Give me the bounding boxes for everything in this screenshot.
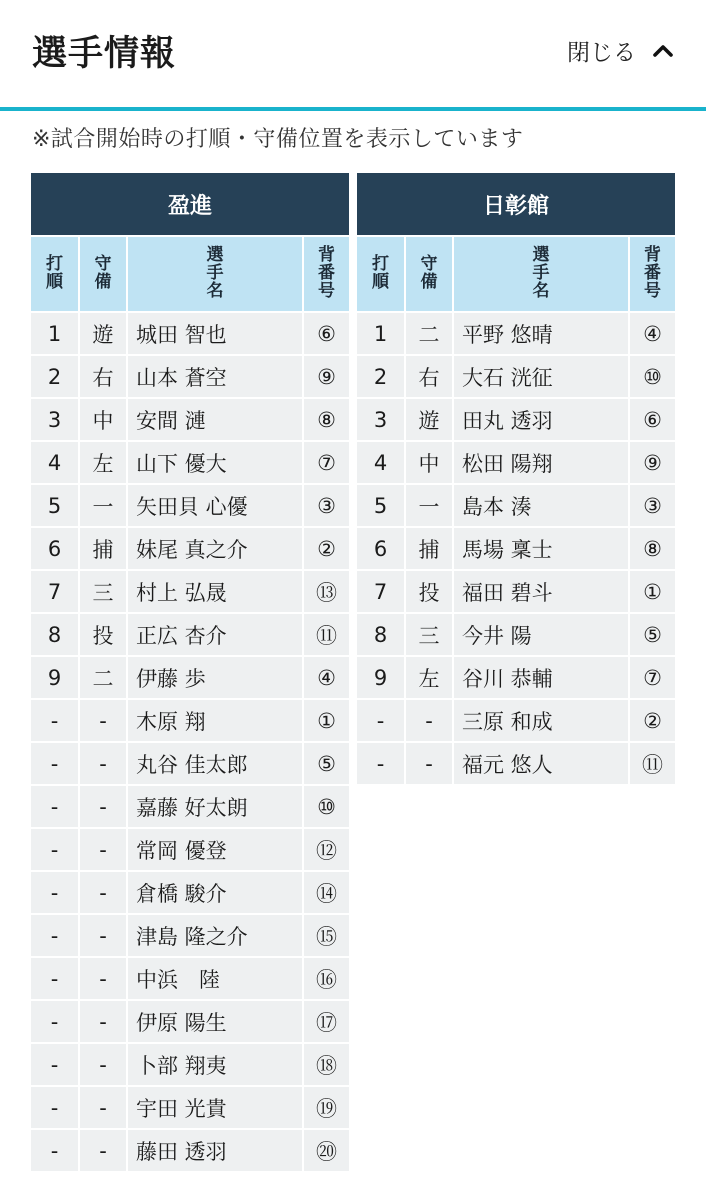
header-order: 打順 [31,235,78,311]
player-name: 伊藤 歩 [126,655,302,698]
position: - [78,741,126,784]
uniform-number: ⑰ [302,999,349,1042]
uniform-number: ① [628,569,675,612]
position: - [78,1085,126,1128]
header-name: 選手名 [126,235,302,311]
batting-order: 4 [31,440,78,483]
position: - [78,827,126,870]
player-name: 宇田 光貴 [126,1085,302,1128]
position: - [78,999,126,1042]
batting-order: 8 [31,612,78,655]
player-name: 馬場 稟士 [452,526,628,569]
batting-order: 1 [357,311,404,354]
player-name: 田丸 透羽 [452,397,628,440]
player-name: 卜部 翔夷 [126,1042,302,1085]
header-name: 選手名 [452,235,628,311]
batting-order: - [31,827,78,870]
uniform-number: ③ [628,483,675,526]
batting-order: 6 [357,526,404,569]
batting-order: 2 [357,354,404,397]
table-row [31,311,349,354]
team-table-away [357,173,675,784]
close-label: 閉じる [567,39,636,66]
chevron-up-icon [652,42,674,58]
table-row [357,440,675,483]
uniform-number: ⑧ [628,526,675,569]
batting-order: - [31,741,78,784]
position: 遊 [78,311,126,354]
batting-order: 7 [357,569,404,612]
uniform-number: ⑤ [628,612,675,655]
player-name: 島本 湊 [452,483,628,526]
position: - [78,956,126,999]
batting-order: - [31,1128,78,1171]
batting-order: - [31,1085,78,1128]
player-name: 矢田貝 心優 [126,483,302,526]
header-position: 守備 [404,235,452,311]
batting-order: - [31,999,78,1042]
batting-order: - [31,698,78,741]
table-row [31,526,349,569]
team-name-row [31,173,349,235]
uniform-number: ③ [302,483,349,526]
player-name: 津島 隆之介 [126,913,302,956]
table-row [31,741,349,784]
table-row [31,569,349,612]
player-name: 嘉藤 好太朗 [126,784,302,827]
player-name: 常岡 優登 [126,827,302,870]
uniform-number: ⑳ [302,1128,349,1171]
table-row [31,1085,349,1128]
uniform-number: ⑥ [628,397,675,440]
table-row [357,741,675,784]
table-row [31,655,349,698]
batting-order: - [31,870,78,913]
batting-order: 3 [357,397,404,440]
uniform-number: ① [302,698,349,741]
table-row [31,1042,349,1085]
position: - [78,784,126,827]
position: 捕 [78,526,126,569]
batting-order: 6 [31,526,78,569]
position: 三 [404,612,452,655]
position: - [78,870,126,913]
uniform-number: ④ [628,311,675,354]
batting-order: 8 [357,612,404,655]
player-name: 妹尾 真之介 [126,526,302,569]
table-row [31,913,349,956]
team-name: 盈進 [31,173,349,235]
uniform-number: ⑤ [302,741,349,784]
player-name: 福元 悠人 [452,741,628,784]
position: 一 [78,483,126,526]
batting-order: - [31,1042,78,1085]
position: 右 [78,354,126,397]
player-name: 福田 碧斗 [452,569,628,612]
position: - [78,1042,126,1085]
uniform-number: ⑪ [628,741,675,784]
position: - [78,1128,126,1171]
player-name: 大石 洸征 [452,354,628,397]
table-row [357,483,675,526]
position: - [78,698,126,741]
uniform-number: ⑩ [302,784,349,827]
batting-order: 5 [31,483,78,526]
uniform-number: ⑭ [302,870,349,913]
batting-order: - [31,956,78,999]
uniform-number: ⑫ [302,827,349,870]
table-row [31,397,349,440]
player-name: 今井 陽 [452,612,628,655]
table-row [357,612,675,655]
batting-order: - [357,741,404,784]
header-divider [0,107,706,111]
position: 三 [78,569,126,612]
header-number: 背番号 [628,235,675,311]
batting-order: 5 [357,483,404,526]
position: - [404,741,452,784]
lineup-note: ※試合開始時の打順・守備位置を表示しています [32,127,524,152]
table-row [31,999,349,1042]
header-number: 背番号 [302,235,349,311]
position: 左 [404,655,452,698]
uniform-number: ⑩ [628,354,675,397]
uniform-number: ⑪ [302,612,349,655]
position: - [404,698,452,741]
position: 一 [404,483,452,526]
uniform-number: ⑱ [302,1042,349,1085]
table-row [31,827,349,870]
position: 右 [404,354,452,397]
batting-order: 4 [357,440,404,483]
header-position: 守備 [78,235,126,311]
uniform-number: ⑦ [628,655,675,698]
uniform-number: ⑨ [628,440,675,483]
table-row [31,483,349,526]
player-name: 山本 蒼空 [126,354,302,397]
column-header-row [357,235,675,311]
player-name: 三原 和成 [452,698,628,741]
header-order: 打順 [357,235,404,311]
batting-order: - [357,698,404,741]
table-row [357,526,675,569]
uniform-number: ② [302,526,349,569]
uniform-number: ⑧ [302,397,349,440]
page-title: 選手情報 [32,34,177,74]
batting-order: 9 [31,655,78,698]
uniform-number: ⑨ [302,354,349,397]
table-row [31,698,349,741]
position: 二 [404,311,452,354]
table-row [31,440,349,483]
uniform-number: ⑯ [302,956,349,999]
player-name: 山下 優大 [126,440,302,483]
player-name: 中浜 陸 [126,956,302,999]
uniform-number: ⑲ [302,1085,349,1128]
player-name: 平野 悠晴 [452,311,628,354]
player-name: 松田 陽翔 [452,440,628,483]
uniform-number: ⑥ [302,311,349,354]
position: - [78,913,126,956]
player-name: 谷川 恭輔 [452,655,628,698]
table-row [357,655,675,698]
player-name: 村上 弘晟 [126,569,302,612]
position: 投 [78,612,126,655]
uniform-number: ⑦ [302,440,349,483]
team-table-home [31,173,349,1171]
column-header-row [31,235,349,311]
batting-order: 1 [31,311,78,354]
player-name: 城田 智也 [126,311,302,354]
player-name: 正広 杏介 [126,612,302,655]
batting-order: 9 [357,655,404,698]
batting-order: 3 [31,397,78,440]
position: 投 [404,569,452,612]
player-name: 倉橋 駿介 [126,870,302,913]
table-row [31,612,349,655]
table-row [31,956,349,999]
player-name: 安間 漣 [126,397,302,440]
table-row [31,870,349,913]
position: 中 [404,440,452,483]
position: 左 [78,440,126,483]
uniform-number: ② [628,698,675,741]
header [0,0,706,110]
player-name: 丸谷 佳太郎 [126,741,302,784]
player-name: 木原 翔 [126,698,302,741]
table-row [31,784,349,827]
batting-order: 7 [31,569,78,612]
uniform-number: ④ [302,655,349,698]
position: 捕 [404,526,452,569]
position: 遊 [404,397,452,440]
table-row [357,354,675,397]
batting-order: - [31,784,78,827]
table-row [357,698,675,741]
table-row [357,569,675,612]
batting-order: 2 [31,354,78,397]
position: 中 [78,397,126,440]
batting-order: - [31,913,78,956]
table-row [31,1128,349,1171]
close-button[interactable] [567,30,674,70]
uniform-number: ⑮ [302,913,349,956]
position: 二 [78,655,126,698]
player-name: 藤田 透羽 [126,1128,302,1171]
table-row [357,397,675,440]
team-name-row [357,173,675,235]
table-row [357,311,675,354]
table-row [31,354,349,397]
player-name: 伊原 陽生 [126,999,302,1042]
team-name: 日彰館 [357,173,675,235]
uniform-number: ⑬ [302,569,349,612]
